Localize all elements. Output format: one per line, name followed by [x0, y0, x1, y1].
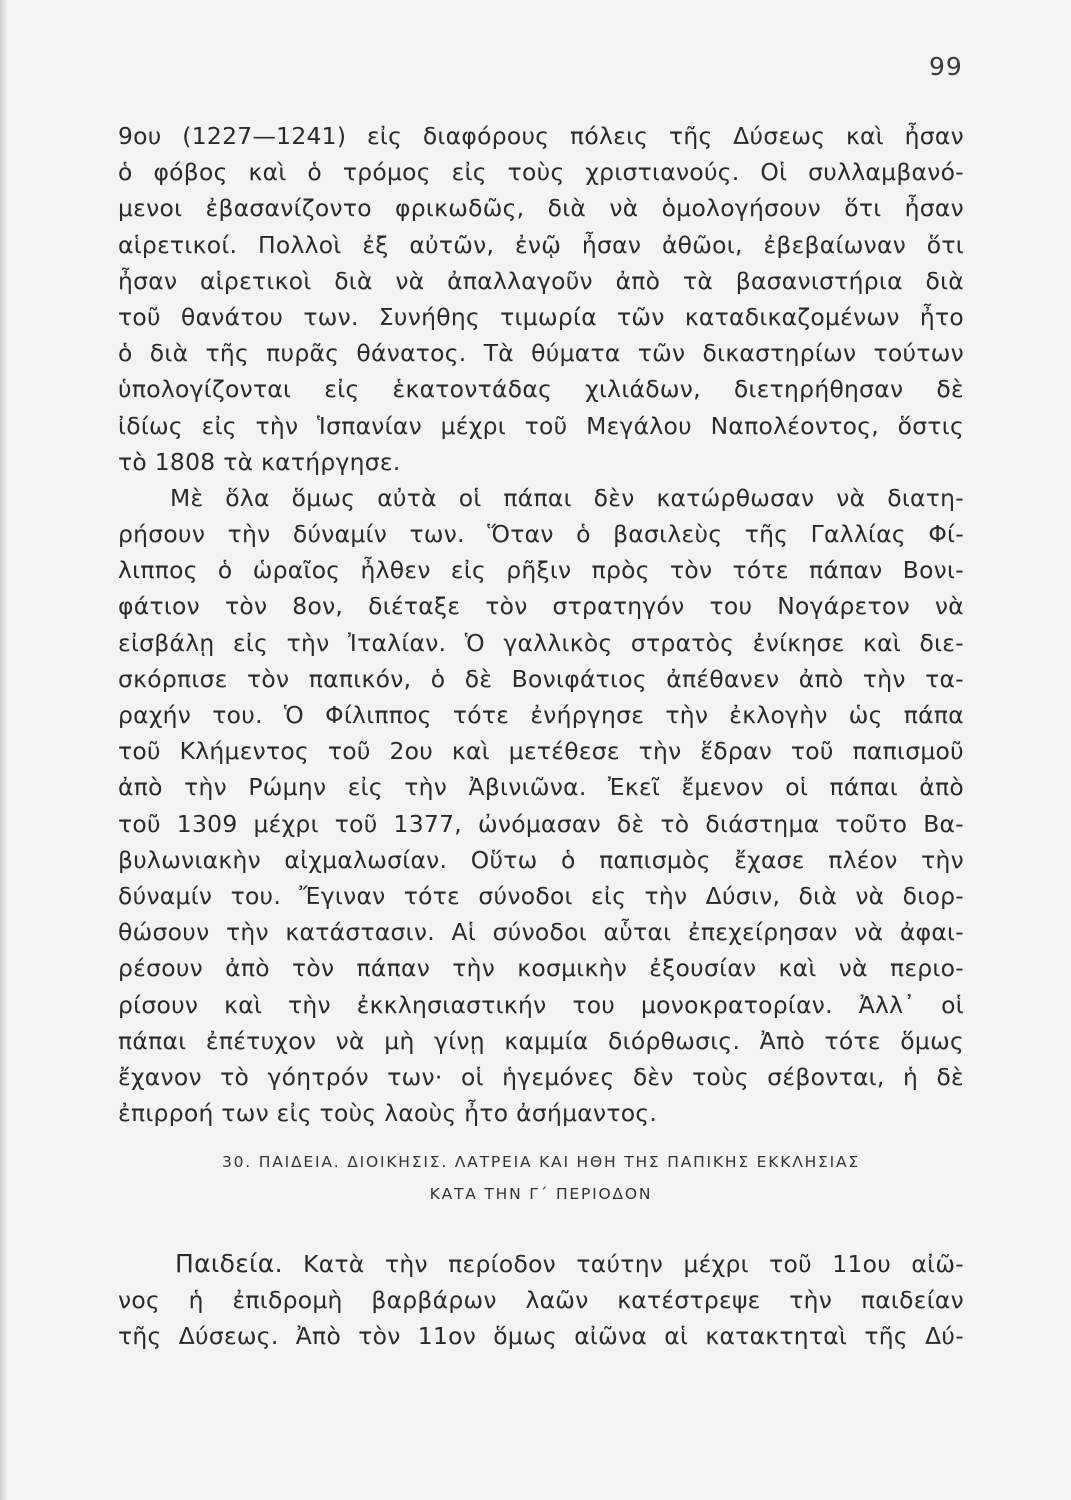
text-line: αἱρετικοί. Πολλοὶ ἐξ αὐτῶν, ἐνῷ ἦσαν ἀθῶοι, ἐβεβαίωναν ὅτι — [118, 230, 964, 259]
text-line: ρήσουν τὴν δύναμίν των. Ὅταν ὁ βασιλεὺς τῆς Γαλλίας Φί- — [118, 520, 964, 549]
text-line: τῆς Δύσεως. Ἀπὸ τὸν 11ον ὅμως αἰῶνα αἱ κατακτηταὶ τῆς Δύ- — [118, 1322, 964, 1351]
page-edge-shadow — [0, 0, 8, 1500]
lead-word: Παιδεία. — [175, 1249, 283, 1278]
text-line: τὸ 1808 τὰ κατήργησε. — [118, 447, 401, 476]
text-line: ρέσουν ἀπὸ τὸν πάπαν τὴν κοσμικὴν ἐξουσίαν καὶ νὰ περιο- — [118, 954, 964, 983]
text-line: ραχήν του. Ὁ Φίλιππος τότε ἐνήργησε τὴν ἐκλογὴν ὡς πάπα — [118, 701, 964, 729]
first-line-rest: Κατὰ τὴν περίοδον ταύτην μέχρι τοῦ 11ου αἰῶ- — [303, 1250, 964, 1278]
text-line: λιππος ὁ ὡραῖος ἦλθεν εἰς ρῆξιν πρὸς τὸν τότε πάπαν Βονι- — [118, 556, 964, 585]
paragraph-1 — [118, 118, 964, 480]
text-line: Μὲ ὅλα ὅμως αὐτὰ οἱ πάπαι δὲν κατώρθωσαν νὰ διατη- — [170, 483, 964, 512]
text-line: ἔχανον τὸ γόητρόν των· οἱ ἡγεμόνες δὲν τοὺς σέβονται, ἡ δὲ — [118, 1062, 964, 1091]
text-line: βυλωνιακὴν αἰχμαλωσίαν. Οὕτω ὁ παπισμὸς ἔχασε πλέον τὴν — [118, 845, 964, 874]
text-line: ἦσαν αἱρετικοὶ διὰ νὰ ἀπαλλαγοῦν ἀπὸ τὰ βασανιστήρια διὰ — [118, 266, 964, 295]
paragraph-3-first-line — [175, 1246, 964, 1282]
text-line: νος ἡ ἐπιδρομὴ βαρβάρων λαῶν κατέστρεψε τὴν παιδείαν — [118, 1286, 964, 1314]
text-line: ἐπιρροή των εἰς τοὺς λαοὺς ἦτο ἀσήμαντος. — [118, 1099, 658, 1128]
paragraph-3 — [118, 1282, 964, 1354]
text-line: ὁ διὰ τῆς πυρᾶς θάνατος. Τὰ θύματα τῶν δικαστηρίων τούτων — [118, 339, 964, 368]
text-line: τοῦ θανάτου των. Συνήθης τιμωρία τῶν καταδικαζομένων ἦτο — [118, 302, 964, 331]
text-line: τοῦ Κλήμεντος τοῦ 2ου καὶ μετέθεσε τὴν ἕδραν τοῦ παπισμοῦ — [118, 737, 964, 766]
section-subheading: ΚΑΤΑ ΤΗΝ Γ΄ ΠΕΡΙΟΔΟΝ — [429, 1185, 653, 1203]
text-line — [175, 1246, 964, 1282]
text-line: 9ου (1227—1241) εἰς διαφόρους πόλεις τῆς Δύσεως καὶ ἦσαν — [118, 122, 964, 150]
main-text — [118, 118, 964, 1131]
text-line: θώσουν τὴν κατάστασιν. Αἱ σύνοδοι αὗται ἐπεχείρησαν νὰ ἀφαι- — [118, 918, 964, 947]
text-line: μενοι ἐβασανίζοντο φρικωδῶς, διὰ νὰ ὁμολογήσουν ὅτι ἦσαν — [118, 194, 964, 223]
text-line: ρίσουν καὶ τὴν ἐκκλησιαστικήν του μονοκρατορίαν. Ἀλλ᾿ οἱ — [118, 990, 964, 1019]
text-line: φάτιον τὸν 8ον, διέταξε τὸν στρατηγόν του Νογάρετον νὰ — [118, 592, 964, 621]
paragraph-2 — [118, 480, 964, 1131]
text-line: ὑπολογίζονται εἰς ἑκατοντάδας χιλιάδων, διετηρήθησαν δὲ — [118, 375, 964, 404]
text-line: ἰδίως εἰς τὴν Ἱσπανίαν μέχρι τοῦ Μεγάλου Ναπολέοντος, ὅστις — [118, 411, 964, 440]
text-line: εἰσβάλῃ εἰς τὴν Ἰταλίαν. Ὁ γαλλικὸς στρατὸς ἐνίκησε καὶ διε- — [118, 628, 964, 657]
text-line: σκόρπισε τὸν παπικόν, ὁ δὲ Βονιφάτιος ἀπέθανεν ἀπὸ τὴν τα- — [118, 664, 964, 693]
page-number: 99 — [929, 52, 963, 81]
text-line: πάπαι ἐπέτυχον νὰ μὴ γίνῃ καμμία διόρθωσις. Ἀπὸ τότε ὅμως — [118, 1026, 964, 1055]
text-line: τοῦ 1309 μέχρι τοῦ 1377, ὠνόμασαν δὲ τὸ διάστημα τοῦτο Βα- — [118, 809, 964, 838]
section-heading: 30. ΠΑΙΔΕΙΑ. ΔΙΟΙΚΗΣΙΣ. ΛΑΤΡΕΙΑ ΚΑΙ ΗΘΗ ΤΗΣ ΠΑΠΙΚΗΣ ΕΚΚΛΗΣΙΑΣ — [221, 1153, 861, 1171]
text-line: δύναμίν του. Ἔγιναν τότε σύνοδοι εἰς τὴν Δύσιν, διὰ νὰ διορ- — [118, 881, 964, 910]
text-line: ἀπὸ τὴν Ρώμην εἰς τὴν Ἀβινιῶνα. Ἐκεῖ ἔμενον οἱ πάπαι ἀπὸ — [118, 773, 964, 802]
text-line: ὁ φόβος καὶ ὁ τρόμος εἰς τοὺς χριστιανούς. Οἱ συλλαμβανό- — [118, 158, 964, 187]
